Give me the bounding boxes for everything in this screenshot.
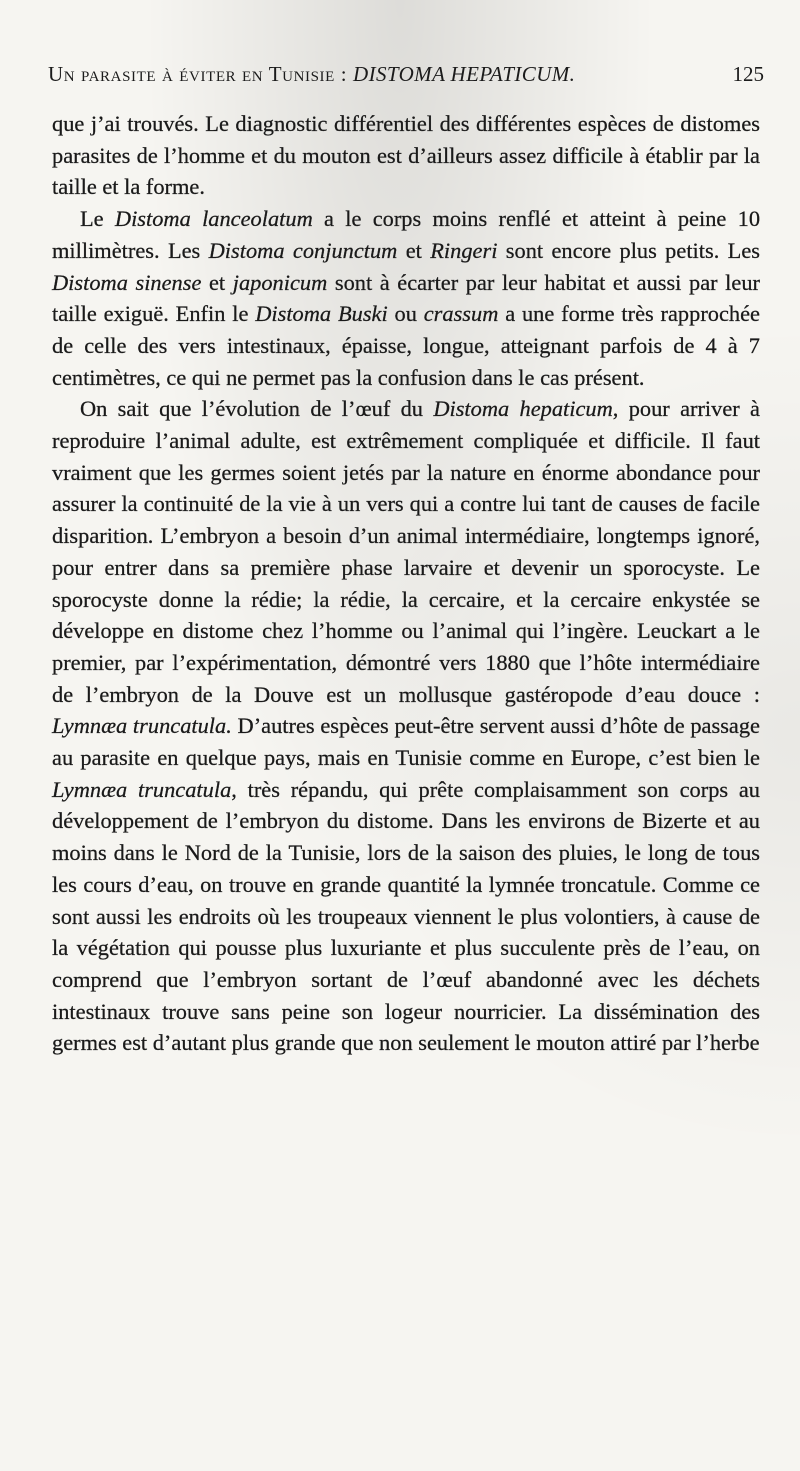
- text-run: sont encore plus petits. Les: [497, 237, 760, 263]
- paragraph-2: [52, 203, 760, 393]
- running-title-roman: Un parasite à éviter en Tunisie :: [48, 62, 354, 86]
- text-run: , pour arriver à reproduire l’animal adulte, est extrêmement compliquée et difficile. Il faut vraiment que les germes soient jetés par la nature en énorme abondance pour assurer la continuité de la vie à un vers qui a contre lui tant de causes de facile disparition. L’embryon a besoin d’un animal intermédiaire, longtemps ignoré, pour entrer dans sa première phase larvaire et devenir un sporocyste. Le sporocyste donne la rédie; la rédie, la cercaire, et la cercaire enkystée se développe en distome chez l’homme ou l’animal qui l’ingère. Leuckart a le premier, par l’expérimentation, démontré vers 1880 que l’hôte intermédiaire de l’embryon de la Douve est un mollusque gastéropode d’eau douce :: [52, 396, 760, 707]
- body-text: [52, 108, 760, 1059]
- running-title: [48, 62, 575, 87]
- text-run: et: [397, 237, 431, 263]
- species-name: japonicum: [232, 269, 328, 295]
- page-number: 125: [732, 62, 764, 86]
- text-run: D’autres espèces peut-être servent aussi d’hôte de passage au parasite en quelque pays, mais en Tunisie comme en Europe, c’est bien le: [52, 713, 760, 771]
- paragraph-1: que j’ai trouvés. Le diagnostic différentiel des différentes espèces de distomes parasites de l’homme et du mouton est d’ailleurs assez difficile à établir par la taille et la forme.: [52, 111, 760, 200]
- text-run: ou: [387, 301, 424, 327]
- species-name: Lymnæa truncatula: [52, 776, 232, 802]
- species-name: Distoma lanceolatum: [114, 206, 313, 232]
- species-name: Distoma conjunctum: [208, 237, 398, 263]
- species-name: Distoma sinense: [52, 269, 202, 295]
- species-name: Distoma Buski: [255, 301, 388, 327]
- text-run: a une forme très rapprochée de celle des vers intestinaux, épaisse, longue, atteignant parfois de 4 à 7 centimètres, ce qui ne permet pas la confusion dans le cas présent.: [52, 301, 760, 390]
- species-name: Distoma hepaticum: [433, 396, 613, 422]
- text-run: , très répandu, qui prête complaisamment son corps au développement de l’embryon du distome. Dans les environs de Bizerte et au moins dans le Nord de la Tunisie, lors de la saison des pluies, le long de tous les cours d’eau, on trouve en grande quantité la lymnée troncatule. Comme ce sont aussi les endroits où les troupeaux viennent le plus volontiers, à cause de la végétation qui pousse plus luxuriante et plus succulente près de l’eau, on comprend que l’embryon sortant de l’œuf abandonné avec les déchets intestinaux trouve sans peine son logeur nourricier. La dissémination des germes est d’autant plus grande que non seulement le mouton attiré par l’herbe: [52, 776, 760, 1056]
- text-run: On sait que l’évolution de l’œuf du: [80, 396, 434, 422]
- species-name: crassum: [423, 301, 499, 327]
- paragraph-3: [52, 393, 760, 1059]
- text-run: et: [201, 269, 233, 295]
- running-title-italic: DISTOMA HEPATICUM.: [353, 62, 576, 86]
- species-name: Lymnæa truncatula.: [52, 713, 232, 739]
- species-name: Ringeri: [430, 237, 498, 263]
- text-run: sont à écarter par leur habitat et aussi par leur taille exiguë. Enfin le: [52, 269, 760, 327]
- text-run: a le corps moins renflé et atteint à peine 10 millimètres. Les: [52, 206, 761, 263]
- running-header: [48, 62, 764, 87]
- text-run: Le: [80, 206, 115, 232]
